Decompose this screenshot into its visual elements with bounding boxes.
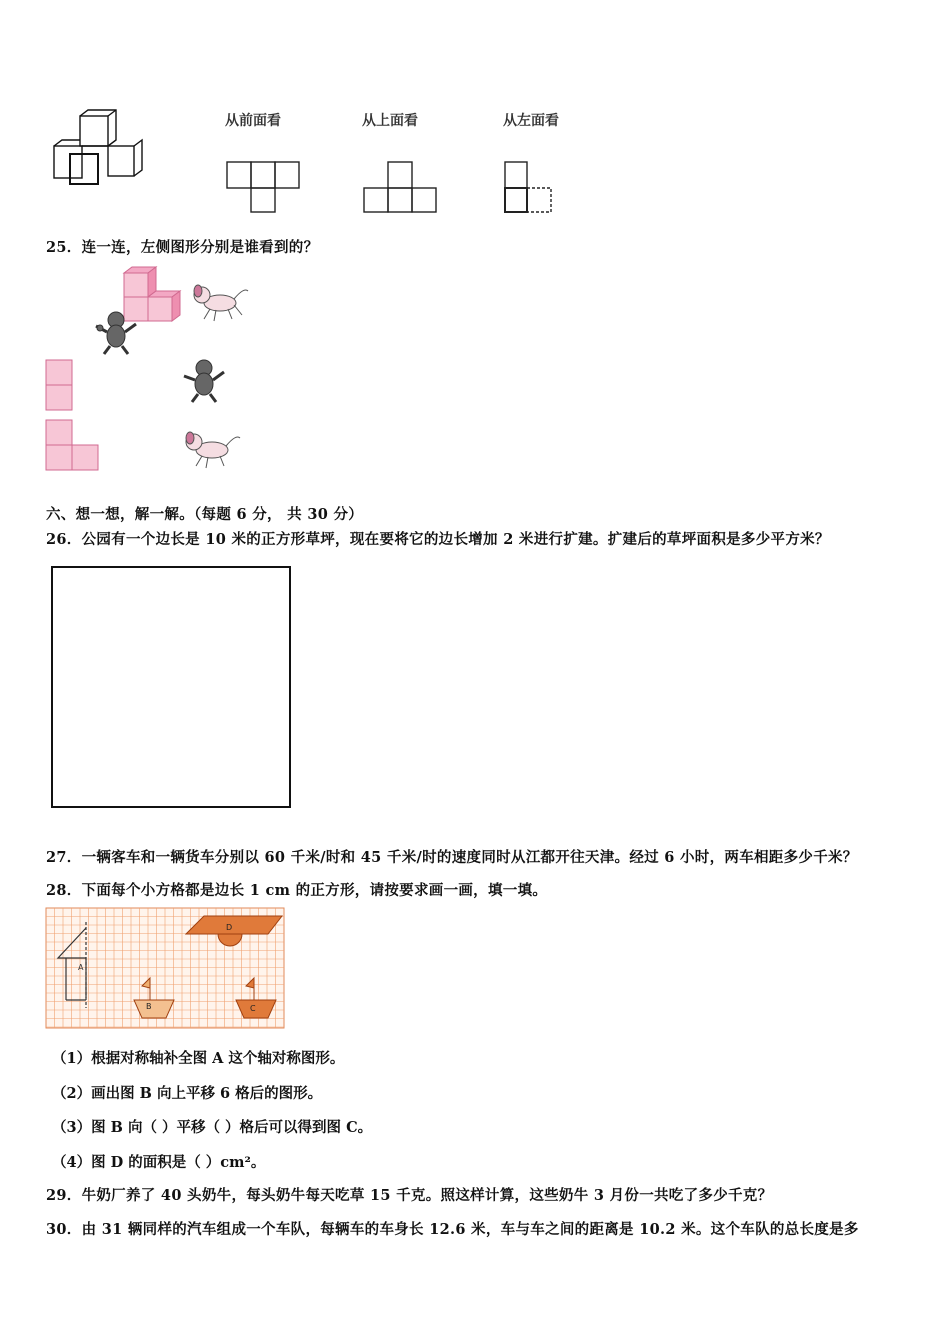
front-view-figure	[225, 158, 315, 218]
question-26: 26．公园有一个边长是 10 米的正方形草坪，现在要将它的边长增加 2 米进行扩建。扩建后的草坪面积是多少平方米？	[46, 531, 830, 548]
dog-illustration	[190, 283, 250, 323]
view-option-two-squares	[45, 358, 75, 414]
label-d: D	[226, 923, 233, 932]
section-6-heading: 六、想一想，解一解。（每题 6 分， 共 30 分）	[46, 506, 364, 523]
question-28-part-3: （3）图 B 向（ ）平移（ ）格后可以得到图 C。	[52, 1119, 373, 1136]
question-28-part-2: （2）画出图 B 向上平移 6 格后的图形。	[52, 1085, 323, 1102]
monkey-illustration	[92, 310, 142, 356]
grid-figure	[46, 908, 286, 1030]
view-option-l-shape	[45, 418, 105, 474]
monkey-illustration-2	[180, 358, 230, 404]
question-28: 28．下面每个小方格都是边长 1 cm 的正方形，请按要求画一画，填一填。	[46, 882, 548, 899]
square-lawn-figure	[50, 565, 292, 809]
left-view-label: 从左面看	[503, 113, 559, 129]
question-28-part-4: （4）图 D 的面积是（ ）cm²。	[52, 1154, 266, 1171]
label-a: A	[78, 963, 84, 972]
top-view-figure	[362, 158, 452, 218]
left-view-figure	[503, 158, 563, 218]
top-view-label: 从上面看	[362, 113, 418, 129]
label-c: C	[250, 1004, 256, 1013]
question-30: 30．由 31 辆同样的汽车组成一个车队，每辆车的车身长 12.6 米，车与车之间的距离是 10.2 米。这个车队的总长度是多	[46, 1221, 859, 1238]
cube-stack-figure	[50, 108, 150, 188]
question-28-part-1: （1）根据对称轴补全图 A 这个轴对称图形。	[52, 1050, 345, 1067]
question-29: 29．牛奶厂养了 40 头奶牛，每头奶牛每天吃草 15 千克。照这样计算，这些奶牛 3 月份一共吃了多少千克？	[46, 1187, 773, 1204]
label-b: B	[146, 1002, 152, 1011]
front-view-label: 从前面看	[225, 113, 281, 129]
question-27: 27．一辆客车和一辆货车分别以 60 千米/时和 45 千米/时的速度同时从江都开往天津。经过 6 小时，两车相距多少千米？	[46, 849, 858, 866]
question-25: 25．连一连，左侧图形分别是谁看到的？	[46, 239, 319, 256]
dog-illustration-2	[182, 428, 242, 472]
